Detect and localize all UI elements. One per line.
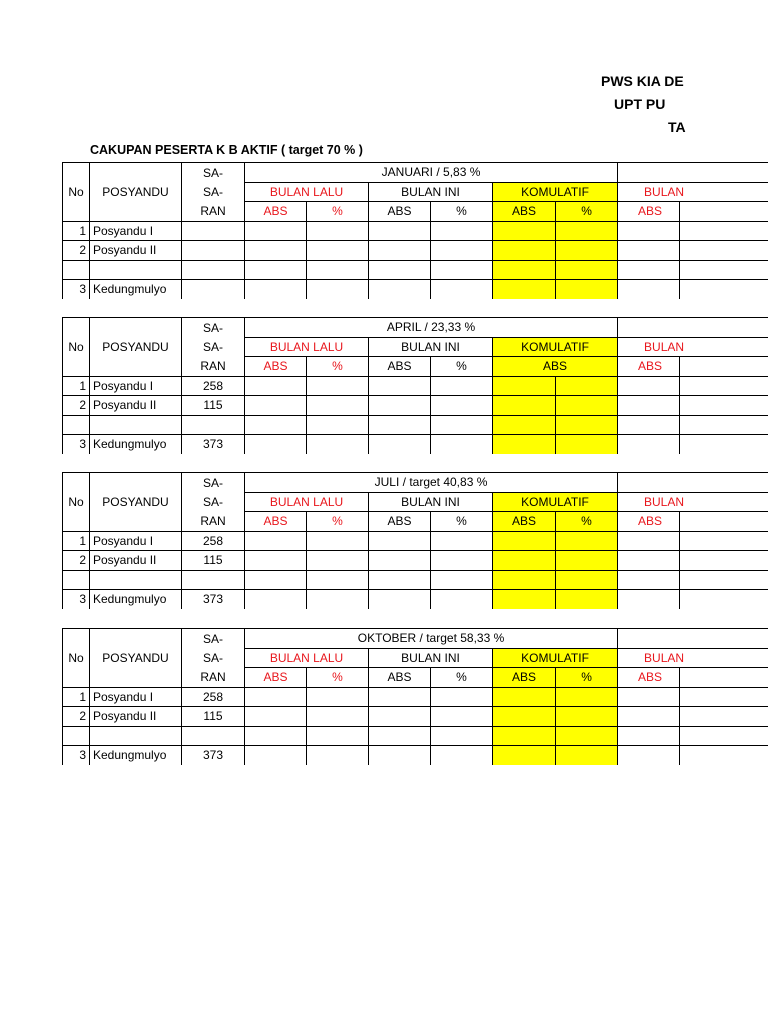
cell bbox=[245, 396, 307, 416]
no-header-cell bbox=[63, 163, 90, 183]
cell bbox=[245, 570, 307, 590]
cell bbox=[307, 241, 369, 261]
row-no: 1 bbox=[63, 687, 90, 707]
no-header-cell bbox=[63, 318, 90, 338]
cell bbox=[618, 415, 680, 435]
cell bbox=[618, 396, 680, 416]
row-no bbox=[63, 726, 90, 746]
row-no bbox=[63, 570, 90, 590]
komulatif-pct-header: % bbox=[556, 202, 618, 222]
bulan-ini-header: BULAN INI bbox=[369, 648, 493, 668]
row-posyandu-name: Posyandu II bbox=[90, 396, 182, 416]
row-sasaran: 258 bbox=[182, 687, 245, 707]
cell bbox=[618, 241, 680, 261]
cell bbox=[618, 687, 680, 707]
row-sasaran bbox=[182, 726, 245, 746]
row-sasaran bbox=[182, 570, 245, 590]
komulatif-cell bbox=[493, 435, 556, 455]
row-sasaran: 373 bbox=[182, 590, 245, 610]
row-no: 2 bbox=[63, 396, 90, 416]
cell bbox=[431, 280, 493, 300]
cell bbox=[369, 726, 431, 746]
cell bbox=[307, 570, 369, 590]
bulan-ini-header: BULAN INI bbox=[369, 492, 493, 512]
cell bbox=[618, 707, 680, 727]
no-header-cell bbox=[63, 668, 90, 688]
period-header: APRIL / 23,33 % bbox=[245, 318, 618, 338]
table-row bbox=[63, 221, 768, 241]
cell bbox=[369, 551, 431, 571]
cell bbox=[307, 590, 369, 610]
komulatif-cell bbox=[493, 590, 556, 610]
posyandu-header-cell bbox=[90, 512, 182, 532]
cell bbox=[431, 551, 493, 571]
komulatif-header: KOMULATIF bbox=[493, 337, 618, 357]
row-no: 2 bbox=[63, 707, 90, 727]
cell bbox=[431, 726, 493, 746]
row-posyandu-name: Kedungmulyo bbox=[90, 280, 182, 300]
komulatif-cell bbox=[556, 726, 618, 746]
no-header-cell bbox=[63, 202, 90, 222]
period-header: OKTOBER / target 58,33 % bbox=[245, 629, 618, 649]
table-row bbox=[63, 280, 768, 300]
cell bbox=[307, 435, 369, 455]
no-header: No bbox=[63, 337, 90, 357]
sasaran-header-2: SA- bbox=[182, 648, 245, 668]
sasaran-header-1: SA- bbox=[182, 473, 245, 493]
cell bbox=[680, 221, 768, 241]
komulatif-cell bbox=[556, 570, 618, 590]
row-posyandu-name bbox=[90, 726, 182, 746]
cell bbox=[245, 221, 307, 241]
cell bbox=[680, 726, 768, 746]
komulatif-cell bbox=[493, 551, 556, 571]
cell bbox=[618, 221, 680, 241]
bulan-lalu-abs-header: ABS bbox=[245, 357, 307, 377]
bulan-ini-pct-header: % bbox=[431, 357, 493, 377]
pws-table bbox=[62, 472, 768, 609]
cell bbox=[307, 415, 369, 435]
komulatif-cell bbox=[493, 415, 556, 435]
table-row bbox=[63, 687, 768, 707]
cell bbox=[369, 221, 431, 241]
cell bbox=[307, 221, 369, 241]
komulatif-cell bbox=[556, 221, 618, 241]
sasaran-header-3: RAN bbox=[182, 668, 245, 688]
bulan-ini-abs-header: ABS bbox=[369, 202, 431, 222]
report-title-line-1: PWS KIA DE bbox=[601, 73, 684, 89]
komulatif-abs-header: ABS bbox=[493, 357, 618, 377]
posyandu-header: POSYANDU bbox=[90, 648, 182, 668]
cell bbox=[369, 746, 431, 766]
cell bbox=[680, 435, 768, 455]
cell bbox=[680, 260, 768, 280]
posyandu-header: POSYANDU bbox=[90, 182, 182, 202]
bulan-ini-pct-header: % bbox=[431, 512, 493, 532]
sasaran-header-1: SA- bbox=[182, 163, 245, 183]
posyandu-header-cell bbox=[90, 163, 182, 183]
sasaran-header-1: SA- bbox=[182, 629, 245, 649]
cell bbox=[245, 435, 307, 455]
row-no: 1 bbox=[63, 221, 90, 241]
komulatif-cell bbox=[556, 396, 618, 416]
next-bulan-header: BULAN bbox=[618, 337, 768, 357]
posyandu-header-cell bbox=[90, 668, 182, 688]
cell bbox=[618, 260, 680, 280]
posyandu-header-cell bbox=[90, 202, 182, 222]
sasaran-header-1: SA- bbox=[182, 318, 245, 338]
table-row bbox=[63, 551, 768, 571]
row-posyandu-name: Kedungmulyo bbox=[90, 746, 182, 766]
cell bbox=[369, 241, 431, 261]
cell bbox=[680, 590, 768, 610]
posyandu-header: POSYANDU bbox=[90, 492, 182, 512]
komulatif-cell bbox=[556, 590, 618, 610]
next-abs-header: ABS bbox=[618, 512, 680, 532]
cell bbox=[618, 376, 680, 396]
next-bulan-header: BULAN bbox=[618, 492, 768, 512]
no-header-cell bbox=[63, 473, 90, 493]
cell bbox=[680, 551, 768, 571]
table-row bbox=[63, 396, 768, 416]
cell bbox=[618, 435, 680, 455]
row-posyandu-name: Posyandu I bbox=[90, 376, 182, 396]
komulatif-cell bbox=[556, 551, 618, 571]
bulan-ini-header: BULAN INI bbox=[369, 337, 493, 357]
row-posyandu-name: Posyandu II bbox=[90, 551, 182, 571]
table-row bbox=[63, 435, 768, 455]
sasaran-header-3: RAN bbox=[182, 202, 245, 222]
row-sasaran bbox=[182, 260, 245, 280]
cell bbox=[431, 376, 493, 396]
row-no: 1 bbox=[63, 531, 90, 551]
row-posyandu-name bbox=[90, 570, 182, 590]
bulan-lalu-pct-header: % bbox=[307, 202, 369, 222]
cell bbox=[431, 531, 493, 551]
row-posyandu-name: Posyandu I bbox=[90, 531, 182, 551]
row-sasaran bbox=[182, 415, 245, 435]
row-no: 2 bbox=[63, 241, 90, 261]
cell bbox=[307, 396, 369, 416]
cell bbox=[369, 396, 431, 416]
period-header: JULI / target 40,83 % bbox=[245, 473, 618, 493]
komulatif-header: KOMULATIF bbox=[493, 492, 618, 512]
cell bbox=[369, 435, 431, 455]
cell bbox=[245, 280, 307, 300]
row-sasaran: 258 bbox=[182, 531, 245, 551]
bulan-lalu-header: BULAN LALU bbox=[245, 492, 369, 512]
bulan-lalu-pct-header: % bbox=[307, 668, 369, 688]
cell bbox=[369, 376, 431, 396]
row-no: 3 bbox=[63, 280, 90, 300]
no-header: No bbox=[63, 182, 90, 202]
cell bbox=[369, 570, 431, 590]
cell bbox=[431, 241, 493, 261]
komulatif-header: KOMULATIF bbox=[493, 182, 618, 202]
komulatif-cell bbox=[556, 280, 618, 300]
cell bbox=[369, 415, 431, 435]
komulatif-cell bbox=[556, 707, 618, 727]
komulatif-header: KOMULATIF bbox=[493, 648, 618, 668]
cell bbox=[618, 570, 680, 590]
sasaran-header-3: RAN bbox=[182, 357, 245, 377]
row-posyandu-name: Posyandu II bbox=[90, 241, 182, 261]
row-posyandu-name: Posyandu I bbox=[90, 687, 182, 707]
posyandu-header-cell bbox=[90, 629, 182, 649]
komulatif-pct-header: % bbox=[556, 512, 618, 532]
komulatif-cell bbox=[493, 241, 556, 261]
cell bbox=[431, 221, 493, 241]
row-posyandu-name: Kedungmulyo bbox=[90, 590, 182, 610]
bulan-lalu-header: BULAN LALU bbox=[245, 337, 369, 357]
cell bbox=[431, 435, 493, 455]
row-sasaran bbox=[182, 280, 245, 300]
next-abs-header: ABS bbox=[618, 202, 680, 222]
posyandu-header-cell bbox=[90, 318, 182, 338]
cell bbox=[307, 280, 369, 300]
komulatif-cell bbox=[493, 707, 556, 727]
bulan-lalu-abs-header: ABS bbox=[245, 512, 307, 532]
komulatif-pct-header: % bbox=[556, 668, 618, 688]
table-row bbox=[63, 570, 768, 590]
komulatif-cell bbox=[493, 260, 556, 280]
next-pct-header bbox=[680, 357, 768, 377]
table-row bbox=[63, 376, 768, 396]
bulan-lalu-abs-header: ABS bbox=[245, 668, 307, 688]
row-sasaran: 258 bbox=[182, 376, 245, 396]
report-title-line-3: TA bbox=[668, 119, 686, 135]
next-pct-header bbox=[680, 202, 768, 222]
row-posyandu-name bbox=[90, 260, 182, 280]
cell bbox=[245, 726, 307, 746]
bulan-ini-pct-header: % bbox=[431, 202, 493, 222]
komulatif-cell bbox=[556, 435, 618, 455]
row-posyandu-name: Posyandu I bbox=[90, 221, 182, 241]
row-no: 2 bbox=[63, 551, 90, 571]
cell bbox=[431, 260, 493, 280]
bulan-ini-abs-header: ABS bbox=[369, 512, 431, 532]
table-row bbox=[63, 415, 768, 435]
cell bbox=[680, 396, 768, 416]
cell bbox=[307, 687, 369, 707]
no-header-cell bbox=[63, 512, 90, 532]
no-header: No bbox=[63, 492, 90, 512]
bulan-ini-pct-header: % bbox=[431, 668, 493, 688]
cell bbox=[618, 551, 680, 571]
row-no: 1 bbox=[63, 376, 90, 396]
cell bbox=[618, 531, 680, 551]
cell bbox=[431, 415, 493, 435]
komulatif-cell bbox=[556, 531, 618, 551]
komulatif-cell bbox=[556, 687, 618, 707]
bulan-lalu-header: BULAN LALU bbox=[245, 182, 369, 202]
table-row bbox=[63, 590, 768, 610]
row-sasaran: 115 bbox=[182, 707, 245, 727]
pws-table bbox=[62, 628, 768, 765]
cell bbox=[245, 531, 307, 551]
bulan-lalu-pct-header: % bbox=[307, 512, 369, 532]
row-posyandu-name: Posyandu II bbox=[90, 707, 182, 727]
no-header: No bbox=[63, 648, 90, 668]
cell bbox=[245, 241, 307, 261]
next-bulan-header: BULAN bbox=[618, 648, 768, 668]
table-row bbox=[63, 707, 768, 727]
report-title-line-2: UPT PU bbox=[614, 96, 666, 112]
cell bbox=[680, 415, 768, 435]
row-sasaran: 373 bbox=[182, 435, 245, 455]
cell bbox=[369, 687, 431, 707]
cell bbox=[431, 746, 493, 766]
bulan-ini-header: BULAN INI bbox=[369, 182, 493, 202]
next-abs-header: ABS bbox=[618, 357, 680, 377]
cell bbox=[618, 726, 680, 746]
bulan-ini-abs-header: ABS bbox=[369, 357, 431, 377]
next-pct-header bbox=[680, 668, 768, 688]
cell bbox=[245, 687, 307, 707]
cell bbox=[369, 280, 431, 300]
cell bbox=[307, 746, 369, 766]
cell bbox=[680, 280, 768, 300]
pws-table bbox=[62, 162, 768, 299]
row-sasaran bbox=[182, 221, 245, 241]
row-no: 3 bbox=[63, 590, 90, 610]
cell bbox=[680, 746, 768, 766]
row-sasaran: 115 bbox=[182, 551, 245, 571]
komulatif-cell bbox=[556, 415, 618, 435]
komulatif-cell bbox=[493, 221, 556, 241]
komulatif-cell bbox=[493, 570, 556, 590]
komulatif-cell bbox=[556, 241, 618, 261]
row-posyandu-name: Kedungmulyo bbox=[90, 435, 182, 455]
cell bbox=[245, 260, 307, 280]
cell bbox=[245, 415, 307, 435]
no-header-cell bbox=[63, 629, 90, 649]
pws-table bbox=[62, 317, 768, 454]
cell bbox=[680, 687, 768, 707]
sasaran-header-2: SA- bbox=[182, 337, 245, 357]
komulatif-cell bbox=[493, 280, 556, 300]
cell bbox=[431, 687, 493, 707]
cell bbox=[618, 280, 680, 300]
next-abs-header: ABS bbox=[618, 668, 680, 688]
table-row bbox=[63, 260, 768, 280]
row-no: 3 bbox=[63, 435, 90, 455]
sasaran-header-3: RAN bbox=[182, 512, 245, 532]
cell bbox=[307, 260, 369, 280]
cell bbox=[307, 531, 369, 551]
cell bbox=[618, 746, 680, 766]
next-period-cell bbox=[618, 629, 768, 649]
cell bbox=[431, 590, 493, 610]
bulan-lalu-pct-header: % bbox=[307, 357, 369, 377]
table-row bbox=[63, 746, 768, 766]
cell bbox=[680, 707, 768, 727]
table-row bbox=[63, 531, 768, 551]
row-no bbox=[63, 260, 90, 280]
cell bbox=[307, 376, 369, 396]
section-subtitle: CAKUPAN PESERTA K B AKTIF ( target 70 % ) bbox=[90, 143, 363, 157]
cell bbox=[307, 707, 369, 727]
table-row bbox=[63, 726, 768, 746]
cell bbox=[431, 396, 493, 416]
cell bbox=[369, 260, 431, 280]
cell bbox=[680, 376, 768, 396]
cell bbox=[680, 241, 768, 261]
cell bbox=[245, 590, 307, 610]
next-period-cell bbox=[618, 473, 768, 493]
cell bbox=[369, 590, 431, 610]
sasaran-header-2: SA- bbox=[182, 182, 245, 202]
komulatif-cell bbox=[556, 376, 618, 396]
cell bbox=[369, 531, 431, 551]
cell bbox=[431, 707, 493, 727]
cell bbox=[369, 707, 431, 727]
bulan-lalu-header: BULAN LALU bbox=[245, 648, 369, 668]
cell bbox=[680, 570, 768, 590]
posyandu-header-cell bbox=[90, 357, 182, 377]
komulatif-cell bbox=[493, 531, 556, 551]
komulatif-abs-header: ABS bbox=[493, 668, 556, 688]
komulatif-abs-header: ABS bbox=[493, 512, 556, 532]
period-header: JANUARI / 5,83 % bbox=[245, 163, 618, 183]
komulatif-cell bbox=[493, 726, 556, 746]
komulatif-cell bbox=[493, 376, 556, 396]
cell bbox=[431, 570, 493, 590]
next-period-cell bbox=[618, 163, 768, 183]
next-pct-header bbox=[680, 512, 768, 532]
bulan-lalu-abs-header: ABS bbox=[245, 202, 307, 222]
cell bbox=[245, 376, 307, 396]
cell bbox=[618, 590, 680, 610]
row-sasaran bbox=[182, 241, 245, 261]
no-header-cell bbox=[63, 357, 90, 377]
cell bbox=[680, 531, 768, 551]
komulatif-cell bbox=[493, 396, 556, 416]
cell bbox=[245, 707, 307, 727]
posyandu-header-cell bbox=[90, 473, 182, 493]
row-sasaran: 373 bbox=[182, 746, 245, 766]
komulatif-cell bbox=[493, 687, 556, 707]
bulan-ini-abs-header: ABS bbox=[369, 668, 431, 688]
cell bbox=[307, 726, 369, 746]
row-no bbox=[63, 415, 90, 435]
next-bulan-header: BULAN bbox=[618, 182, 768, 202]
row-no: 3 bbox=[63, 746, 90, 766]
cell bbox=[307, 551, 369, 571]
cell bbox=[245, 746, 307, 766]
komulatif-cell bbox=[556, 746, 618, 766]
table-row bbox=[63, 241, 768, 261]
row-posyandu-name bbox=[90, 415, 182, 435]
sasaran-header-2: SA- bbox=[182, 492, 245, 512]
komulatif-cell bbox=[493, 746, 556, 766]
komulatif-abs-header: ABS bbox=[493, 202, 556, 222]
row-sasaran: 115 bbox=[182, 396, 245, 416]
posyandu-header: POSYANDU bbox=[90, 337, 182, 357]
komulatif-cell bbox=[556, 260, 618, 280]
next-period-cell bbox=[618, 318, 768, 338]
cell bbox=[245, 551, 307, 571]
